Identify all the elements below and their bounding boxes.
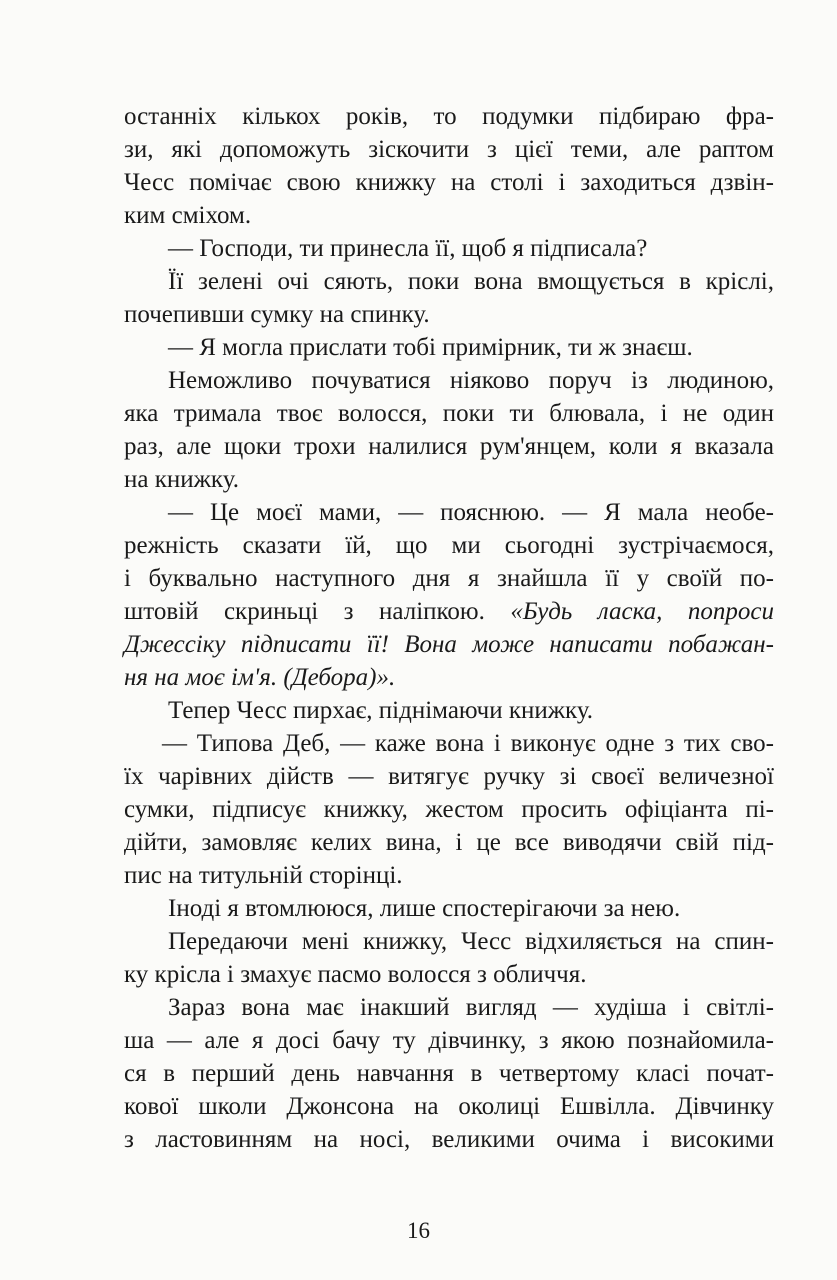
text-line: Передаючи мені книжку, Чесс відхиляється на спин- <box>168 928 774 955</box>
text-line: дійти, замовляє келих вина, і це все виводячи свій під- <box>124 829 774 856</box>
text-line: ша — але я досі бачу ту дівчинку, з якою познайомила- <box>124 1027 774 1054</box>
text-line: останніх кількох років, то подумки підбираю фра- <box>124 103 774 130</box>
text-fragment: штовій скриньці з наліпкою. <box>124 598 485 625</box>
text-line: Її зелені очі сяють, поки вона вмощується в кріслі, <box>168 268 774 295</box>
text-line: ся в перший день навчання в четвертому класі почат- <box>124 1060 774 1087</box>
text-line: ким сміхом. <box>124 202 252 229</box>
italic-quote-line: Джессіку підписати її! Вона може написати побажан- <box>124 631 774 658</box>
text-line: — Господи, ти принесла її, щоб я підписала? <box>168 235 648 262</box>
text-line: — Я могла прислати тобі примірник, ти ж знаєш. <box>168 334 693 361</box>
italic-quote-line: ня на моє ім'я. (Дебора)». <box>124 664 396 691</box>
text-line: Зараз вона має інакший вигляд — худіша і світлі- <box>168 994 774 1021</box>
text-line: раз, але щоки трохи налилися рум'янцем, коли я вказала <box>124 433 774 460</box>
text-line: режність сказати їй, що ми сьогодні зустрічаємося, <box>124 532 774 559</box>
text-line: ку крісла і змахує пасмо волосся з обличчя. <box>124 961 587 988</box>
text-line: Іноді я втомлююся, лише спостерігаючи за нею. <box>168 895 681 922</box>
italic-quote: «Будь ласка, попроси <box>510 598 774 625</box>
text-line: кової школи Джонсона на околиці Ешвілла. Дівчинку <box>124 1093 774 1120</box>
text-line: на книжку. <box>124 466 239 493</box>
text-line: з ластовинням на носі, великими очима і високими <box>124 1126 774 1153</box>
text-line: пис на титульній сторінці. <box>124 862 403 889</box>
text-line: і буквально наступного дня я знайшла її у своїй по- <box>124 565 774 592</box>
text-line: яка тримала твоє волосся, поки ти блювала, і не один <box>124 400 774 427</box>
text-line: Неможливо почуватися ніяково поруч із людиною, <box>168 367 774 394</box>
text-line: Тепер Чесс пирхає, піднімаючи книжку. <box>168 697 594 724</box>
text-line <box>124 595 774 628</box>
text-line: — Це моєї мами, — пояснюю. — Я мала необе- <box>168 499 774 526</box>
text-line: почепивши сумку на спинку. <box>124 301 430 328</box>
body-text <box>124 100 774 1156</box>
page-number: 16 <box>407 1218 430 1243</box>
text-line: Чесс помічає свою книжку на столі і заходиться дзвін- <box>124 169 774 196</box>
text-line: зи, які допоможуть зіскочити з цієї теми, але раптом <box>124 136 774 163</box>
text-line: їх чарівних дійств — витягує ручку зі своєї величезної <box>124 763 774 790</box>
text-line: — Типова Деб, — каже вона і виконує одне з тих сво- <box>162 730 774 757</box>
text-line: сумки, підписує книжку, жестом просить офіціанта пі- <box>124 796 774 823</box>
